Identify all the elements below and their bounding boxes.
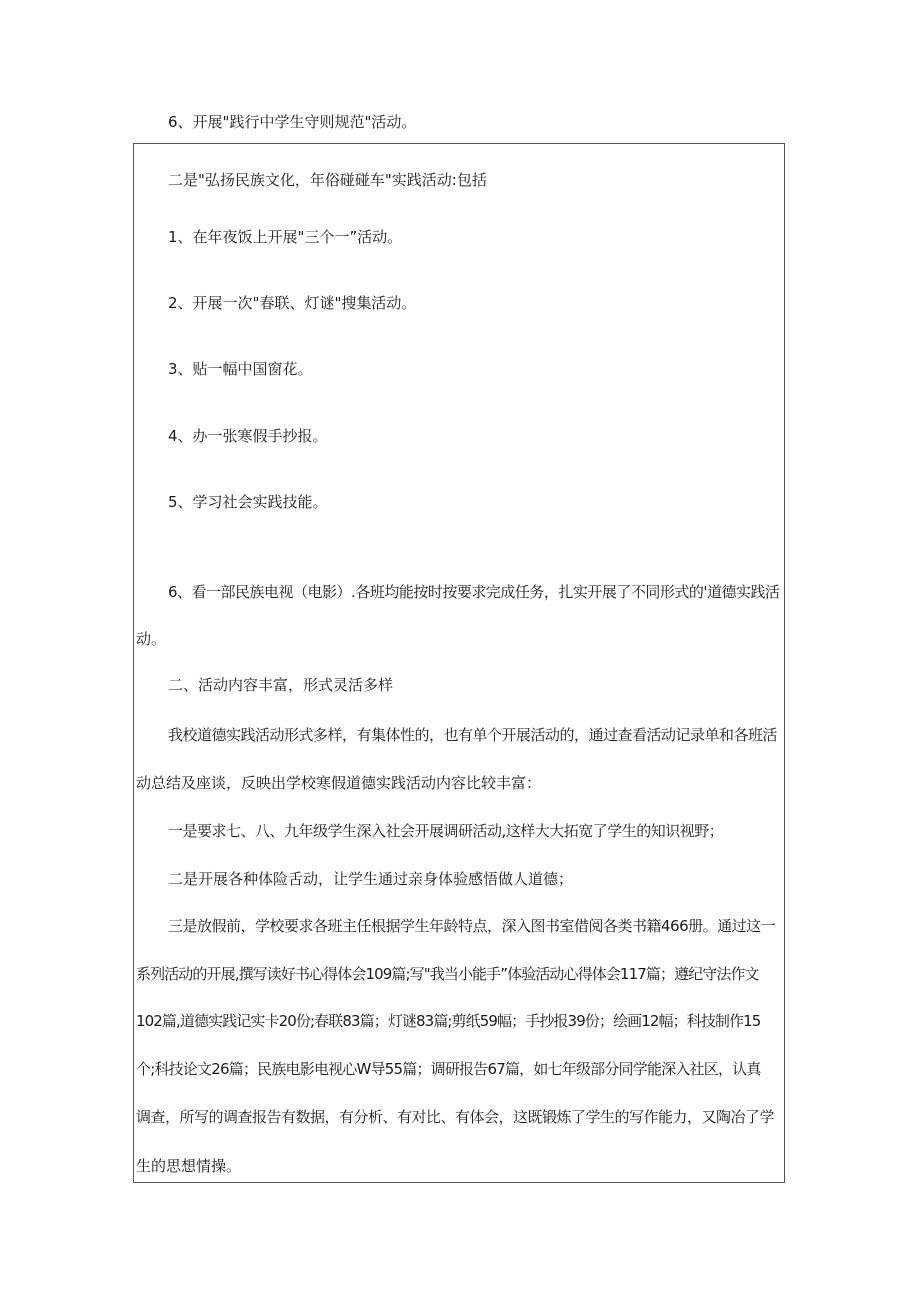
point-3-line-5: 调查，所写的调查报告有数据，有分析、有对比、有体会，这既锻炼了学生的写作能力，又陶冶了学 [136, 1108, 775, 1126]
list-item-1: 1、在年夜饭上开展"三个一”活动。 [168, 228, 403, 246]
intro-line-1: 我校道德实践活动形式多样，有集体性的，也有单个开展活动的，通过查看活动记录单和各班活 [168, 726, 778, 744]
point-3-line-2: 系列活动的开展,撰写读好书心得体会109篇;写"我当小能手”体验活动心得体会117篇；遵纪守法作文 [136, 965, 759, 983]
section-title: 二、活动内容丰富，形式灵活多样 [168, 676, 394, 694]
point-1: 一是要求七、八、九年级学生深入社会开展调研活动,这样大大拓宽了学生的知识视野； [168, 822, 724, 840]
list-item-3: 3、贴一幅中国窗花。 [168, 360, 313, 378]
list-item-5: 5、学习社会实践技能。 [168, 493, 328, 511]
heading-activity-two: 二是"弘扬民族文化，年俗碰碰车"实践活动:包括 [168, 171, 487, 189]
list-item-2: 2、开展一次"春联、灯谜"搜集活动。 [168, 294, 417, 312]
intro-line-2: 动总结及座谈，反映出学校寒假道德实践活动内容比较丰富： [136, 774, 542, 792]
point-3-line-4: 个;科技论文26篇；民族电影电视心W导55篇；调研报告67篇，如七年级部分同学能深入社区，认真 [136, 1060, 761, 1078]
content-box [133, 143, 785, 1183]
point-2: 二是开展各种体险舌动，让学生通过亲身体验感悟做人道德； [168, 870, 574, 888]
point-3-line-3: 102篇,道德实践记实卡20份;春联83篇；灯谜83篇;剪纸59幅；手抄报39份；绘画12幅；科技制作15 [136, 1012, 761, 1030]
list-item-6-line-2: 动。 [136, 630, 167, 648]
point-3-line-6: 生的思想情操。 [136, 1157, 242, 1175]
point-3-line-1: 三是放假前，学校要求各班主任根据学生年龄特点，深入图书室借阅各类书籍466册。通过这一 [168, 917, 776, 935]
top-item-6: 6、开展"践行中学生守则规范"活动。 [168, 113, 417, 131]
list-item-6-line-1: 6、看一部民族电视（电影）.各班均能按时按要求完成任务，扎实开展了不同形式的'道德实践活 [168, 583, 780, 601]
list-item-4: 4、办一张寒假手抄报。 [168, 427, 328, 445]
